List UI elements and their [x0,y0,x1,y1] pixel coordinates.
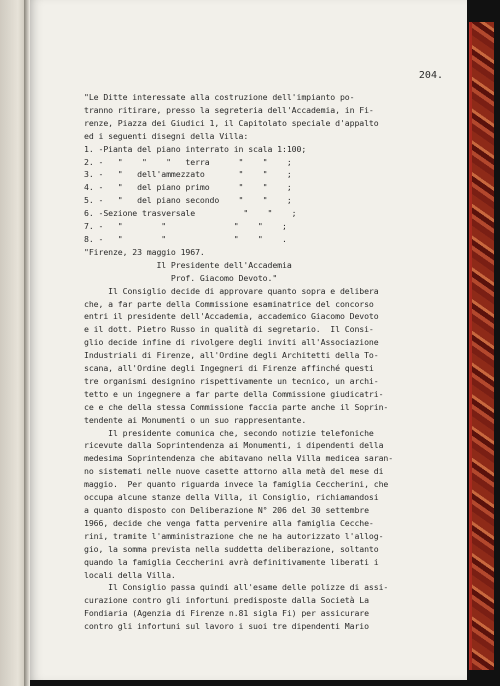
text-line: 6. -Sezione trasversale " " ; [84,208,297,219]
text-line: 1. -Pianta del piano interrato in scala 1:100; [84,143,307,154]
text-line: 7. - " " " " ; [84,221,287,232]
text-line: quando la famiglia Ceccherini avrà definitivamente liberati i [84,556,379,567]
document-body [84,91,434,633]
text-line: tre organismi designino rispettivamente un tecnico, un archi- [84,375,379,386]
text-line: Il Consiglio passa quindi all'esame delle polizze di assi- [84,582,389,593]
text-line: locali della Villa. [84,569,176,580]
text-line: contro gli infortuni sul lavoro i suoi tre dipendenti Mario [84,621,369,632]
text-line: ce e che della stessa Commissione faccia parte anche il Soprin- [84,401,389,412]
text-line: 8. - " " " " . [84,233,287,244]
text-line: Industriali di Firenze, all'Ordine degli Architetti della To- [84,350,379,361]
text-line: Il presidente comunica che, secondo notizie telefoniche [84,427,374,438]
text-line: no sistemati nelle nuove casette attorno alla metà del mese di [84,466,384,477]
text-line: "Le Ditte interessate alla costruzione dell'impianto po- [84,92,355,102]
text-line: entri il presidente dell'Accademia, accademico Giacomo Devoto [84,311,379,322]
text-line: 2. - " " " terra " " ; [84,156,292,167]
text-line: che, a far parte della Commissione esaminatrice del concorso [84,298,374,309]
text-line: a quanto disposto con Deliberazione N° 206 del 30 settembre [84,505,369,515]
text-line: occupa alcune stanze della Villa, il Consiglio, richiamandosi [84,492,379,503]
text-line: 4. - " del piano primo " " ; [84,182,292,193]
text-line: tetto e un ingegnere a far parte della Commissione giudicatri- [84,388,384,399]
text-line: Fondiaria (Agenzia di Firenze n.81 sigla Fi) per assicurare [84,608,369,619]
marbled-cover [470,22,494,670]
text-line: 3. - " dell'ammezzato " " ; [84,169,292,180]
text-line: Il Consiglio decide di approvare quanto sopra e delibera [84,285,379,296]
text-line: Il Presidente dell'Accademia [84,259,292,270]
text-line: scana, all'Ordine degli Ingegneri di Firenze affinché questi [84,363,374,374]
text-line: medesima Soprintendenza che abitavano nella Villa medicea saran- [84,453,394,464]
text-line: Prof. Giacomo Devoto." [84,272,278,283]
text-line: ed i seguenti disegni della Villa: [84,130,249,141]
text-line: "Firenze, 23 maggio 1967. [84,246,205,257]
text-line: rini, tramite l'amministrazione che ne ha autorizzato l'allog- [84,530,384,541]
page-number: 204. [418,70,443,81]
text-line: 5. - " del piano secondo " " ; [84,195,292,206]
text-line: renze, Piazza dei Giudici 1, il Capitolato speciale d'appalto [84,117,379,128]
text-line: ricevute dalla Soprintendenza ai Monumenti, i dipendenti della [84,440,384,451]
text-line: maggio. Per quanto riguarda invece la famiglia Ceccherini, che [84,479,389,490]
text-line: e il dott. Pietro Russo in qualità di segretario. Il Consi- [84,324,374,335]
text-line: tendente ai Monumenti o un suo rappresentante. [84,414,307,425]
text-line: tranno ritirare, presso la segreteria dell'Accademia, in Fi- [84,104,374,115]
text-line: gio, la somma prevista nella suddetta deliberazione, soltanto [84,543,379,554]
text-line: glio decide infine di rivolgere degli inviti all'Associazione [84,337,379,348]
text-line: 1966, decide che venga fatta pervenire alla famiglia Cecche- [84,517,374,528]
text-line: curazione contro gli infortuni predisposte dalla Società La [84,595,369,606]
